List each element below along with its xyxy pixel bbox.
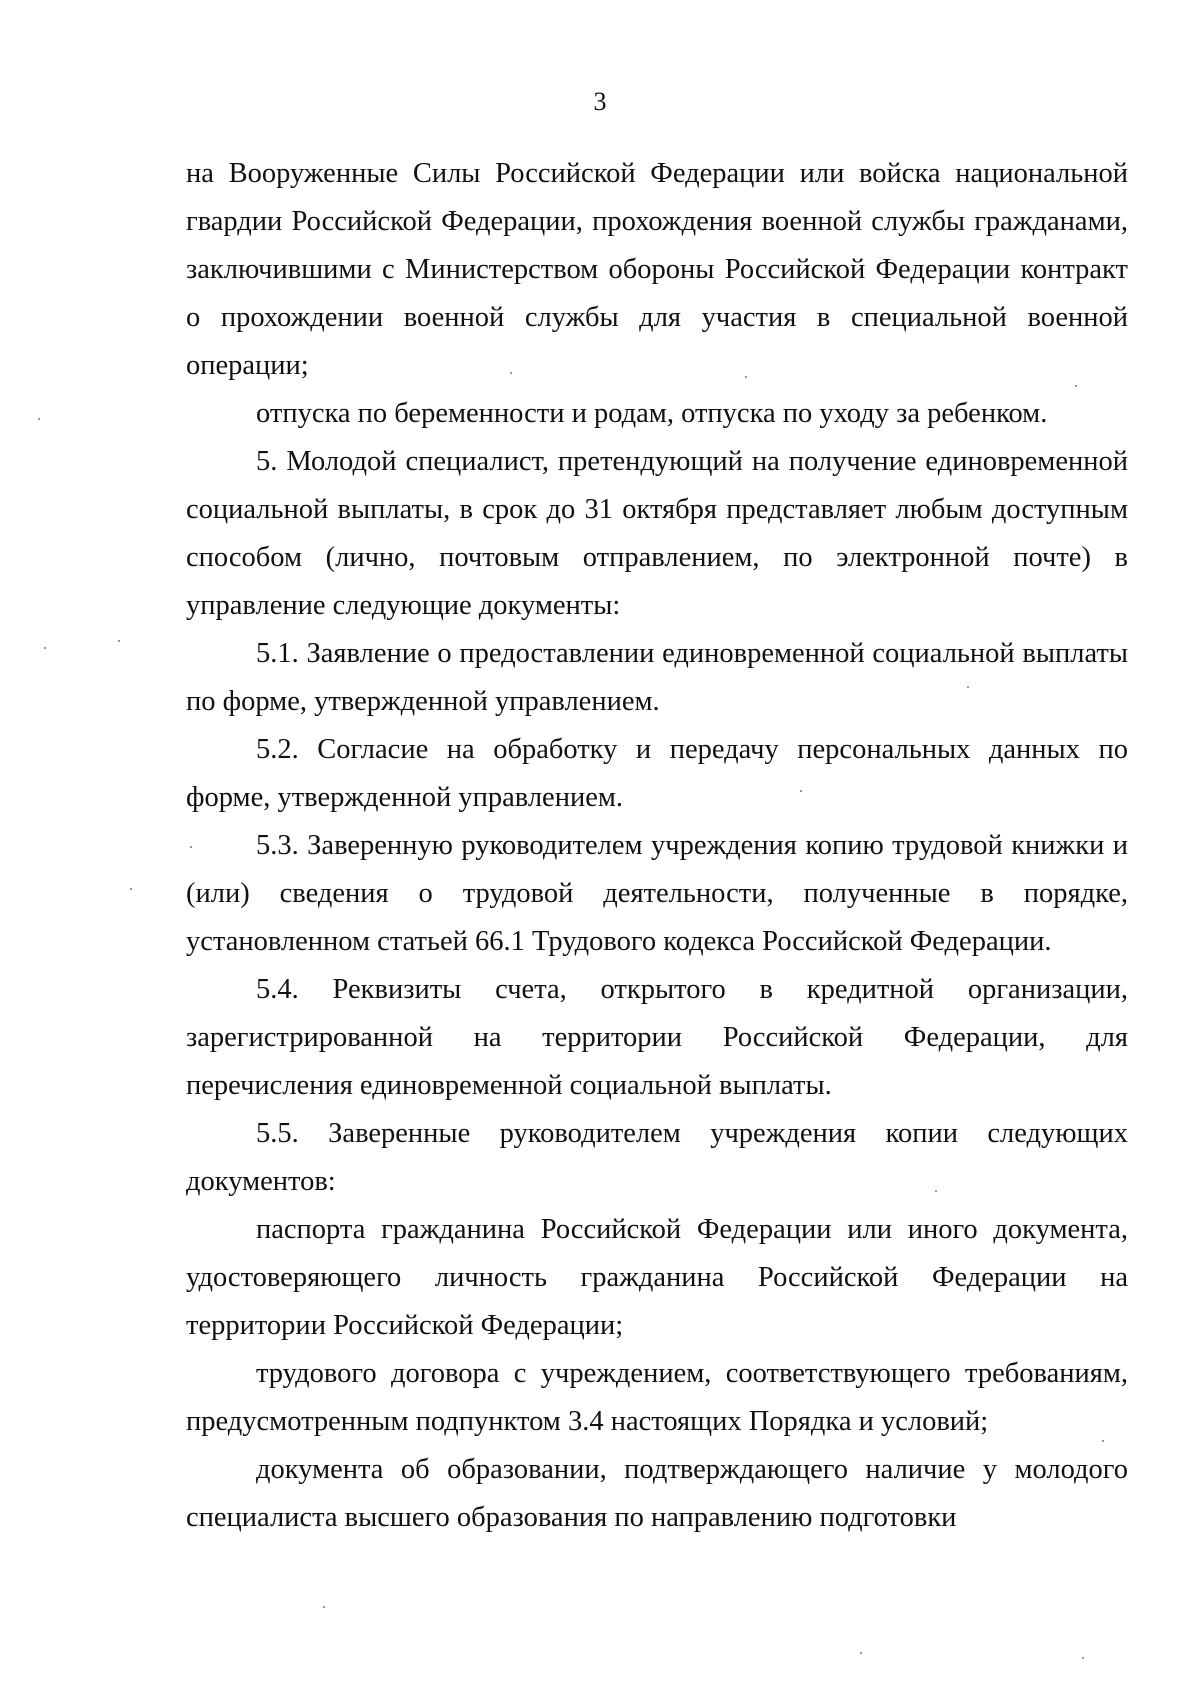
paragraph-armed-forces-continuation: на Вооруженные Силы Российской Федерации или войска национальной гвардии Российской Федерации, прохождения военной службы гражданами, заключившими с Министерством обороны Российской Федерации контракт о прохождении военной службы для участия в специальной военной операции; xyxy=(186,158,1128,381)
scan-speck xyxy=(323,1606,325,1608)
paragraph-item-5-1: 5.1. Заявление о предоставлении единовременной социальной выплаты по форме, утвержденной управлением. xyxy=(186,638,1128,717)
scan-speck xyxy=(1075,385,1077,387)
scan-speck xyxy=(1082,1657,1084,1659)
paragraph-employment-contract: трудового договора с учреждением, соответствующего требованиям, предусмотренным подпунктом 3.4 настоящих Порядка и условий; xyxy=(186,1358,1128,1437)
paragraph-item-5-3: 5.3. Заверенную руководителем учреждения копию трудовой книжки и (или) сведения о трудовой деятельности, полученные в порядке, установленном статьей 66.1 Трудового кодекса Российской Федерации. xyxy=(186,830,1128,957)
page-number: 3 xyxy=(593,87,607,116)
scan-speck xyxy=(860,1652,862,1654)
scan-speck xyxy=(967,686,969,688)
paragraph-item-5-4: 5.4. Реквизиты счета, открытого в кредитной организации, зарегистрированной на территории Российской Федерации, для перечисления единовременной социальной выплаты. xyxy=(186,974,1128,1101)
paragraph-maternity-leave: отпуска по беременности и родам, отпуска по уходу за ребенком. xyxy=(256,398,1048,429)
scan-speck xyxy=(44,647,46,649)
paragraph-item-5-2: 5.2. Согласие на обработку и передачу персональных данных по форме, утвержденной управлением. xyxy=(186,734,1128,813)
scan-speck xyxy=(130,888,132,890)
paragraph-passport: паспорта гражданина Российской Федерации или иного документа, удостоверяющего личность гражданина Российской Федерации на территории Российской Федерации; xyxy=(186,1214,1128,1341)
document-body xyxy=(186,150,1128,1542)
scan-speck xyxy=(745,376,747,378)
paragraph-education-document: документа об образовании, подтверждающего наличие у молодого специалиста высшего образования по направлению подготовки xyxy=(186,1454,1128,1533)
scan-speck xyxy=(510,372,512,374)
scan-speck xyxy=(800,790,802,792)
paragraph-item-5-5: 5.5. Заверенные руководителем учреждения копии следующих документов: xyxy=(186,1118,1128,1197)
scan-speck xyxy=(38,418,40,420)
scan-speck xyxy=(1102,1440,1104,1442)
scan-speck xyxy=(190,846,192,848)
scan-speck xyxy=(935,1190,937,1192)
scan-speck xyxy=(118,640,120,642)
paragraph-item-5: 5. Молодой специалист, претендующий на получение единовременной социальной выплаты, в срок до 31 октября представляет любым доступным способом (лично, почтовым отправлением, по электронной почте) в управление следующие документы: xyxy=(186,446,1128,621)
